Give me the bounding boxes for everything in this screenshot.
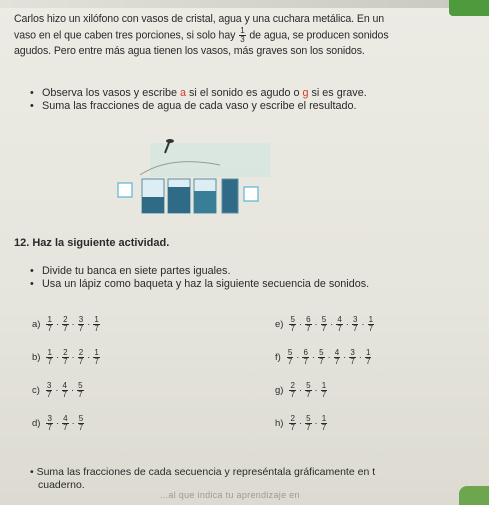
bullet-observe: • Observa los vasos y escribe a si el sonido es agudo o g si es grave. — [30, 87, 480, 100]
fraction: $\frac{2}{7}$ — [78, 348, 84, 366]
intro-line-1: Carlos hizo un xilófono con vasos de cristal, agua y una cuchara metálica. En un — [14, 13, 385, 25]
fraction: $\frac{1}{7}$ — [365, 348, 371, 366]
sequence-a — [32, 316, 101, 333]
bullet-divide: • Divide tu banca en siete partes iguales. — [30, 265, 480, 278]
sequence-d — [32, 415, 85, 432]
separator-dot: · — [345, 319, 349, 330]
fraction: $\frac{2}{7}$ — [63, 348, 68, 366]
sequence-b — [32, 349, 101, 366]
fraction: $\frac{5}{7}$ — [78, 381, 83, 399]
sequence-label: a) — [32, 319, 41, 330]
footer-badge-icon — [459, 486, 489, 505]
fraction: $\frac{5}{7}$ — [319, 348, 324, 366]
fraction: $\frac{6}{7}$ — [306, 315, 311, 333]
fraction: $\frac{2}{7}$ — [290, 381, 295, 399]
fraction: $\frac{4}{7}$ — [62, 381, 67, 399]
fraction: $\frac{6}{7}$ — [303, 348, 308, 366]
separator-dot: · — [361, 319, 365, 330]
sequence-label: c) — [32, 385, 40, 396]
bullet-sum: • Suma las fracciones de agua de cada vaso y escribe el resultado. — [30, 100, 480, 113]
fraction: $\frac{3}{7}$ — [46, 381, 52, 399]
sequence-g — [275, 382, 328, 399]
glass-4 — [222, 179, 238, 213]
fraction: $\frac{1}{7}$ — [47, 348, 52, 366]
separator-dot: · — [314, 418, 318, 429]
separator-dot: · — [327, 352, 331, 363]
sequence-label: d) — [32, 418, 41, 429]
fraction: $\frac{5}{7}$ — [78, 414, 84, 432]
separator-dot: · — [55, 418, 60, 429]
separator-dot: · — [296, 352, 300, 363]
sequence-c — [32, 382, 85, 399]
fraction: $\frac{5}{7}$ — [306, 414, 311, 432]
separator-dot: · — [358, 352, 362, 363]
intro-paragraph — [14, 12, 484, 59]
footer-note: ...al que indica tu aprendizaje en — [160, 490, 300, 500]
separator-dot: · — [71, 319, 75, 330]
answer-box-1 — [118, 183, 132, 197]
separator-dot: · — [330, 319, 334, 330]
sequence-label: g) — [275, 385, 284, 396]
fraction: $\frac{4}{7}$ — [63, 414, 68, 432]
separator-dot: · — [314, 385, 318, 396]
fraction: $\frac{1}{7}$ — [94, 315, 99, 333]
sequence-f — [275, 349, 372, 366]
separator-dot: · — [71, 352, 75, 363]
separator-dot: · — [343, 352, 347, 363]
fraction: $\frac{4}{7}$ — [337, 315, 342, 333]
fraction: $\frac{4}{7}$ — [334, 348, 340, 366]
separator-dot: · — [71, 418, 75, 429]
separator-dot: · — [55, 352, 60, 363]
sequence-label: e) — [275, 319, 284, 330]
fraction: $\frac{2}{7}$ — [290, 414, 295, 432]
glasses-background — [150, 143, 270, 177]
separator-dot: · — [87, 319, 91, 330]
top-bullet-list — [30, 87, 480, 113]
intro-line-3: agudos. Pero entre más agua tienen los vasos, más graves son los sonidos. — [14, 45, 365, 57]
separator-dot: · — [298, 385, 303, 396]
fraction: $\frac{3}{7}$ — [352, 315, 358, 333]
sequence-label: b) — [32, 352, 41, 363]
fraction: $\frac{1}{7}$ — [368, 315, 374, 333]
fraction: $\frac{1}{7}$ — [321, 381, 327, 399]
separator-dot: · — [298, 319, 303, 330]
fraction: $\frac{2}{7}$ — [63, 315, 68, 333]
glasses-illustration — [110, 135, 290, 225]
fraction: $\frac{5}{7}$ — [321, 315, 327, 333]
final-instruction: • Suma las fracciones de cada secuencia y represéntala gráficamente en t cuaderno. — [30, 466, 376, 491]
separator-dot: · — [87, 352, 91, 363]
sequence-e — [275, 316, 375, 333]
intro-line-2: vaso en el que caben tres porciones, si solo hay $\frac{1}{3}$ de agua, se producen sonidos — [14, 26, 389, 44]
fraction: $\frac{5}{7}$ — [306, 381, 311, 399]
fraction-one-third: $\frac{1}{3}$ — [240, 26, 245, 44]
sequence-h — [275, 415, 328, 432]
separator-dot: · — [55, 385, 59, 396]
fraction: $\frac{3}{7}$ — [350, 348, 355, 366]
bullet-drumstick: • Usa un lápiz como baqueta y haz la siguiente secuencia de sonidos. — [30, 278, 480, 291]
activity-bullet-list — [30, 265, 480, 291]
answer-box-2 — [244, 187, 258, 201]
separator-dot: · — [71, 385, 75, 396]
separator-dot: · — [55, 319, 60, 330]
fraction: $\frac{1}{7}$ — [47, 315, 52, 333]
fraction: $\frac{5}{7}$ — [290, 315, 295, 333]
fraction: $\frac{1}{7}$ — [321, 414, 327, 432]
fraction: $\frac{1}{7}$ — [94, 348, 99, 366]
separator-dot: · — [314, 319, 318, 330]
header-band — [0, 0, 489, 8]
fraction: $\frac{3}{7}$ — [78, 315, 84, 333]
separator-dot: · — [311, 352, 316, 363]
separator-dot: · — [298, 418, 303, 429]
sequence-label: f) — [275, 352, 281, 363]
fraction: $\frac{3}{7}$ — [47, 414, 52, 432]
activity-title: 12. Haz la siguiente actividad. — [14, 237, 170, 249]
sequence-label: h) — [275, 418, 284, 429]
fraction: $\frac{5}{7}$ — [287, 348, 293, 366]
